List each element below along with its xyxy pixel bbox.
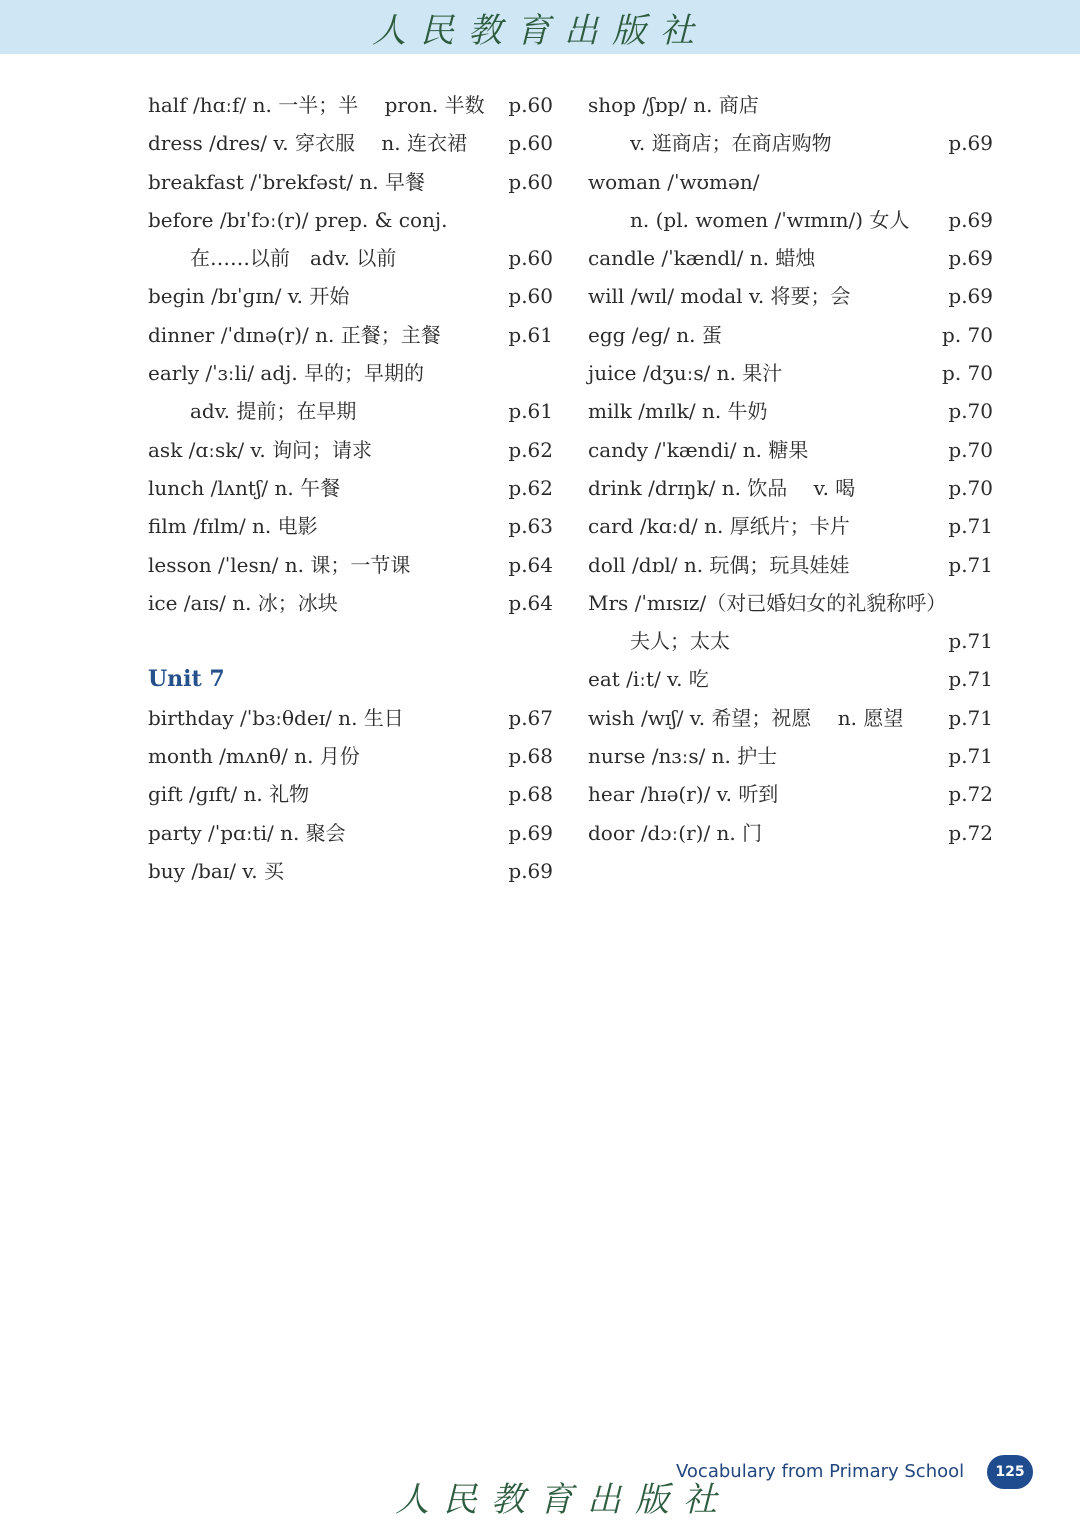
vocabulary-entry [588,126,993,164]
page-reference: p.71 [948,744,993,769]
vocabulary-entry [148,701,553,739]
vocabulary-entry [148,126,553,164]
page-reference: p.70 [948,475,993,500]
entry-text: wish /wɪʃ/ v. 希望；祝愿 n. 愿望 [588,705,904,730]
vocabulary-entry [588,471,993,509]
vocabulary-entry [588,548,993,586]
page-reference: p.64 [508,552,553,577]
vocabulary-entry [588,816,993,854]
vocabulary-entry [588,739,993,777]
entry-text: breakfast /ˈbrekfəst/ n. 早餐 [148,169,426,194]
page-reference: p.69 [508,858,553,883]
page-reference: p.61 [508,399,553,424]
page-reference: p.61 [508,322,553,347]
vocabulary-entry [588,509,993,547]
vocabulary-entry [148,241,553,279]
vocabulary-entry [148,203,553,241]
page-reference: p.71 [948,514,993,539]
entry-text: milk /mɪlk/ n. 牛奶 [588,399,768,424]
vocabulary-entry [148,88,553,126]
entry-text: woman /ˈwʊmən/ [588,169,760,194]
footer-publisher-logo-text: 人民教育出版社 [395,1480,731,1520]
entry-text: candle /ˈkændl/ n. 蜡烛 [588,246,816,271]
page-reference: p.68 [508,744,553,769]
page-reference: p.60 [508,284,553,309]
page-reference: p.71 [948,705,993,730]
vocabulary-entry [148,509,553,547]
page-reference: p.69 [508,820,553,845]
page-reference: p.60 [508,93,553,117]
entry-text: shop /ʃɒp/ n. 商店 [588,93,759,117]
entry-text: dress /dres/ v. 穿衣服 n. 连衣裙 [148,131,467,156]
entry-text: dinner /ˈdɪnə(r)/ n. 正餐；主餐 [148,322,441,347]
page-reference: p.60 [508,169,553,194]
vocabulary-entry [148,854,553,892]
page-reference: p.71 [948,667,993,692]
page-reference: p.63 [508,514,553,539]
vocabulary-entry [148,394,553,432]
page-reference: p.64 [508,590,553,615]
entry-text: drink /drɪŋk/ n. 饮品 v. 喝 [588,475,856,500]
vocabulary-entry [588,662,993,700]
vocabulary-entry [588,203,993,241]
vocabulary-entry [588,701,993,739]
vocabulary-entry [588,165,993,203]
vocabulary-entry [148,318,553,356]
vocabulary-entry [588,777,993,815]
vocabulary-column-right [588,88,993,854]
entry-text: egg /eɡ/ n. 蛋 [588,322,722,347]
vocabulary-entry [148,548,553,586]
entry-text: before /bɪˈfɔː(r)/ prep. & conj. [148,207,448,232]
page-number: 125 [995,1464,1025,1480]
vocabulary-entry [148,279,553,317]
page-reference: p. 70 [942,361,993,386]
entry-text: gift /ɡɪft/ n. 礼物 [148,782,310,807]
entry-text: ice /aɪs/ n. 冰；冰块 [148,590,338,615]
page-reference: p.69 [948,207,993,232]
entry-text: v. 逛商店；在商店购物 [630,131,832,156]
entry-text: adv. 提前；在早期 [190,399,357,424]
entry-text: lesson /ˈlesn/ n. 课；一节课 [148,552,411,577]
vocabulary-entry [148,586,553,624]
page-reference: p.70 [948,437,993,462]
page-reference: p.67 [508,705,553,730]
entry-text: buy /baɪ/ v. 买 [148,858,284,883]
entry-text: hear /hɪə(r)/ v. 听到 [588,782,779,807]
page-number-badge [987,1455,1033,1489]
entry-text: will /wɪl/ modal v. 将要；会 [588,284,851,309]
vocabulary-entry [588,356,993,394]
vocabulary-entry [588,88,993,126]
page-reference: p.71 [948,552,993,577]
entry-text: candy /ˈkændi/ n. 糖果 [588,437,809,462]
publisher-logo-text: 人民教育出版社 [372,10,708,51]
vocabulary-entry [148,777,553,815]
page-reference: p.62 [508,437,553,462]
vocabulary-entry [148,739,553,777]
entry-text: juice /dʒuːs/ n. 果汁 [588,361,783,386]
vocabulary-entry [588,318,993,356]
entry-text: doll /dɒl/ n. 玩偶；玩具娃娃 [588,552,850,577]
entry-text: lunch /lʌntʃ/ n. 午餐 [148,475,341,500]
vocabulary-column-left [148,88,553,892]
entry-text: nurse /nɜːs/ n. 护士 [588,744,778,769]
vocabulary-entry [588,279,993,317]
unit-heading [148,662,553,700]
entry-text: n. (pl. women /ˈwɪmɪn/) 女人 [630,207,910,232]
page-reference: p. 70 [942,322,993,347]
vocabulary-entry [588,241,993,279]
page-reference: p.69 [948,131,993,156]
vocabulary-entry [588,433,993,471]
page-reference: p.69 [948,246,993,271]
footer-book-title: Vocabulary from Primary School [676,1461,965,1482]
vocabulary-entry [588,624,993,662]
entry-text: party /ˈpɑːti/ n. 聚会 [148,820,346,845]
page-reference: p.71 [948,629,993,654]
entry-text: card /kɑːd/ n. 厚纸片；卡片 [588,514,850,539]
entry-text: eat /iːt/ v. 吃 [588,667,709,692]
page-reference: p.72 [948,820,993,845]
entry-text: begin /bɪˈɡɪn/ v. 开始 [148,284,350,309]
page-reference: p.62 [508,475,553,500]
entry-text: 夫人；太太 [630,629,730,654]
page-reference: p.60 [508,131,553,156]
vocabulary-entry [148,165,553,203]
page-reference: p.69 [948,284,993,309]
vocabulary-entry [148,816,553,854]
vocabulary-entry [588,586,993,624]
entry-text: Unit 7 [148,666,225,693]
vocabulary-entry [148,356,553,394]
page-header [0,0,1080,54]
vocabulary-entry [148,433,553,471]
page-reference: p.60 [508,246,553,271]
entry-text: Mrs /ˈmɪsɪz/（对已婚妇女的礼貌称呼） [588,590,947,615]
entry-text: half /hɑːf/ n. 一半；半 pron. 半数 [148,93,485,117]
vocabulary-entry [588,394,993,432]
vocabulary-entry [148,471,553,509]
entry-text: 在……以前 adv. 以前 [190,246,397,271]
page-reference: p.70 [948,399,993,424]
entry-text: ask /ɑːsk/ v. 询问；请求 [148,437,373,462]
page-reference: p.68 [508,782,553,807]
entry-text: early /ˈɜːli/ adj. 早的；早期的 [148,361,425,386]
entry-text: birthday /ˈbɜːθdeɪ/ n. 生日 [148,705,404,730]
entry-text: month /mʌnθ/ n. 月份 [148,744,360,769]
section-spacer [148,624,553,662]
entry-text: door /dɔː(r)/ n. 门 [588,820,763,845]
page-reference: p.72 [948,782,993,807]
entry-text: film /fɪlm/ n. 电影 [148,514,318,539]
